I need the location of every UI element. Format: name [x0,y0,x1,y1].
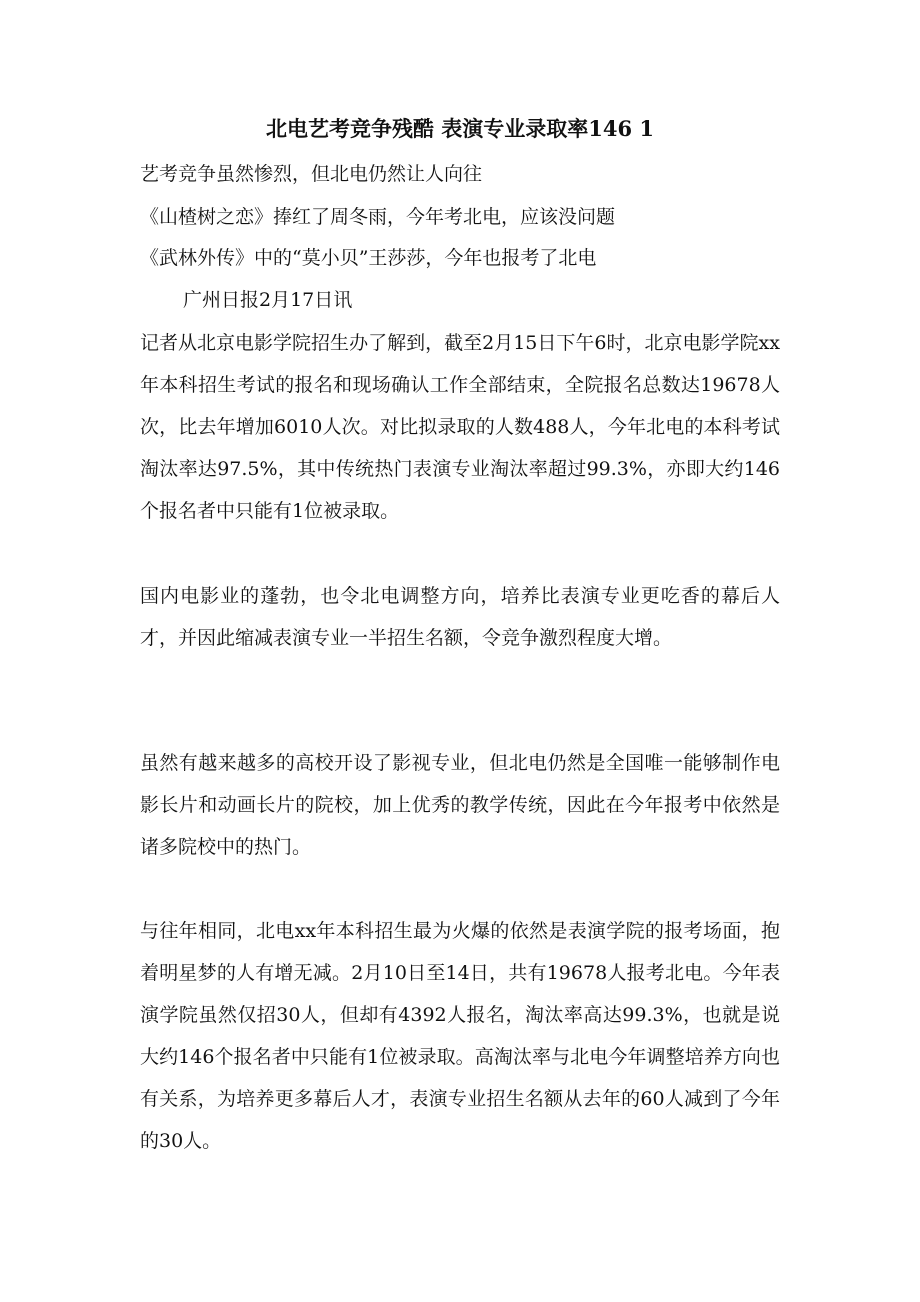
paragraph-1: 记者从北京电影学院招生办了解到，截至2月15日下午6时，北京电影学院xx年本科招生考试的报名和现场确认工作全部结束，全院报名总数达19678人次，比去年增加6010人次。对比拟录取的人数488人，今年北电的本科考试淘汰率达97.5%，其中传统热门表演专业淘汰率超过99.3%，亦即大约146个报名者中只能有1位被录取。 [140,332,780,522]
paragraph-4: 与往年相同，北电xx年本科招生最为火爆的依然是表演学院的报考场面，抱着明星梦的人有增无减。2月10日至14日，共有19678人报考北电。今年表演学院虽然仅招30人，但却有4392人报名，淘汰率高达99.3%，也就是说大约146个报名者中只能有1位被录取。高淘汰率与北电今年调整培养方向也有关系，为培养更多幕后人才，表演专业招生名额从去年的60人减到了今年的30人。 [140,920,780,1152]
subhead-3: 《武林外传》中的“莫小贝”王莎莎，今年也报考了北电 [140,247,597,269]
subhead-2: 《山楂树之恋》捧红了周冬雨，今年考北电，应该没问题 [140,206,616,228]
article-title: 北电艺考竞争残酷 表演专业录取率146 1 [265,116,655,141]
dateline: 广州日报2月17日讯 [183,289,353,311]
paragraph-2: 国内电影业的蓬勃，也令北电调整方向，培养比表演专业更吃香的幕后人才，并因此缩减表演专业一半招生名额，令竞争激烈程度大增。 [140,585,780,649]
paragraph-3: 虽然有越来越多的高校开设了影视专业，但北电仍然是全国唯一能够制作电影长片和动画长片的院校，加上优秀的教学传统，因此在今年报考中依然是诸多院校中的热门。 [140,752,780,858]
subhead-1: 艺考竞争虽然惨烈，但北电仍然让人向往 [140,163,483,185]
